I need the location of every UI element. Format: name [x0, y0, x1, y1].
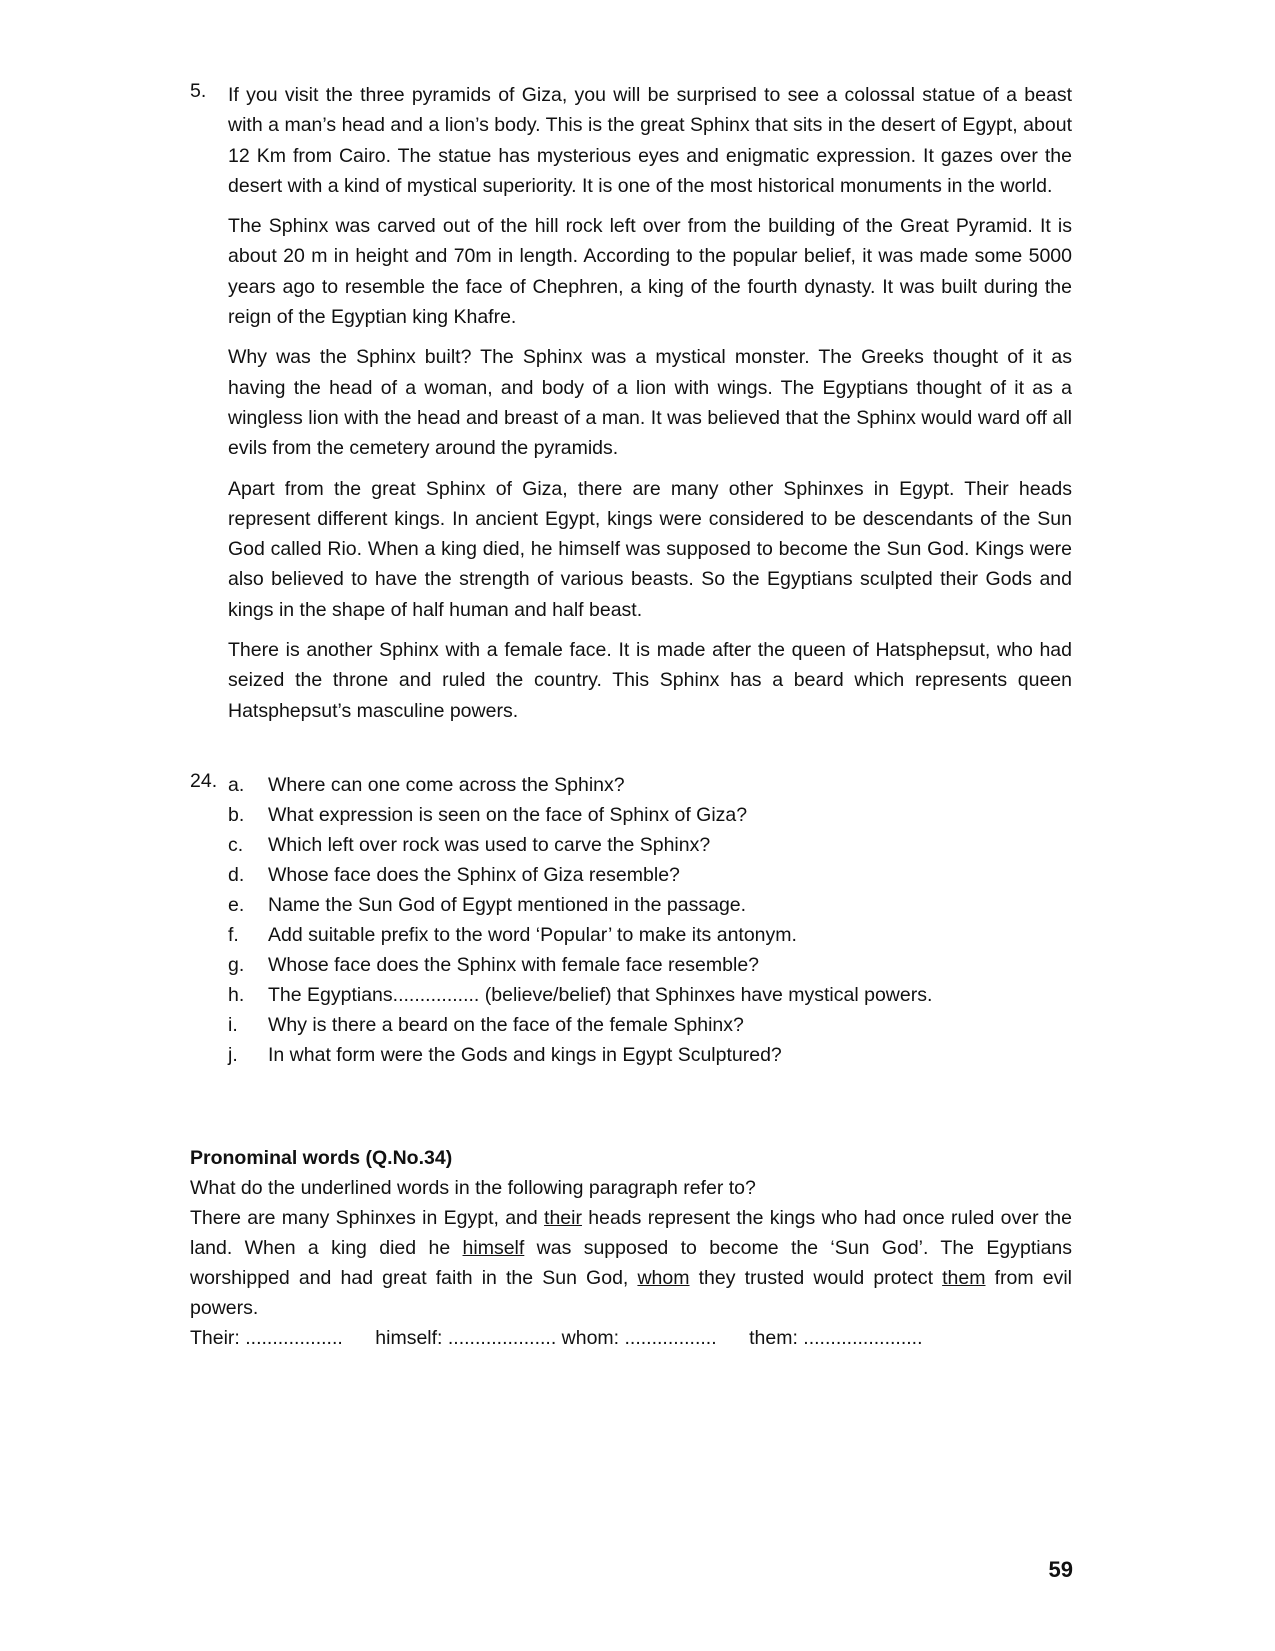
question-letter: d. — [228, 864, 245, 886]
question-item — [228, 1040, 1072, 1070]
question-letter: c. — [228, 834, 244, 856]
page-number: 59 — [1048, 1557, 1073, 1582]
question-item — [228, 980, 1072, 1010]
question-text: Name the Sun God of Egypt mentioned in the passage. — [268, 894, 747, 916]
question-item — [228, 890, 1072, 920]
question-letter: a. — [228, 774, 245, 796]
question-text: Which left over rock was used to carve the Sphinx? — [268, 834, 711, 856]
question-text: Add suitable prefix to the word ‘Popular’ to make its antonym. — [268, 924, 797, 946]
question-letter: b. — [228, 804, 245, 826]
passage-paragraph-3: Why was the Sphinx built? The Sphinx was a mystical monster. The Greeks thought of it as having the head of a woman, and body of a lion with wings. The Egyptians thought of it as a wingless lion with the head and breast of a man. It was believed that the Sphinx would ward off all evils from the cemetery around the pyramids. — [228, 346, 1072, 460]
question-text: What expression is seen on the face of Sphinx of Giza? — [268, 804, 748, 826]
passage-paragraph-2: The Sphinx was carved out of the hill rock left over from the building of the Great Pyramid. It is about 20 m in height and 70m in length. According to the popular belief, it was made some 5000 years ago to resemble the face of Chephren, a king of the fourth dynasty. It was built during the reign of the Egyptian king Khafre. — [228, 215, 1072, 329]
pronominal-section — [190, 1143, 1072, 1353]
passage-paragraph-1: If you visit the three pyramids of Giza, you will be surprised to see a colossal statue of a beast with a man’s head and a lion’s body. This is the great Sphinx that sits in the desert of Egypt, about 12 Km from Cairo. The statue has mysterious eyes and enigmatic expression. It gazes over the desert with a kind of mystical superiority. It is one of the most historical monuments in the world. — [228, 84, 1072, 197]
question-text: The Egyptians................ (believe/belief) that Sphinxes have mystical powers. — [268, 984, 933, 1006]
question-letter: i. — [228, 1014, 238, 1036]
paragraph-text: was supposed to become the ‘Sun God’. The Egyptians worshipped and had great faith in the Sun God, — [190, 1237, 1073, 1289]
underlined-word-them: them — [942, 1267, 986, 1289]
paragraph-text: they trusted would protect — [689, 1267, 943, 1289]
pronominal-paragraph — [190, 1203, 1072, 1323]
question-item — [228, 950, 1072, 980]
question-text: Whose face does the Sphinx of Giza resemble? — [268, 864, 680, 886]
question-letter: j. — [228, 1044, 238, 1066]
answer-blanks: Their: .................. himself: .................... whom: ................. them: ...................... — [190, 1327, 923, 1349]
passage-paragraph-4: Apart from the great Sphinx of Giza, there are many other Sphinxes in Egypt. Their heads represent different kings. In ancient Egypt, kings were considered to be descendants of the Sun God called Rio. When a king died, he himself was supposed to become the Sun God. Kings were also believed to have the strength of various beasts. So the Egyptians sculpted their Gods and kings in the shape of half human and half beast. — [228, 477, 1072, 621]
question-letter: e. — [228, 894, 245, 916]
paragraph-text: heads represent the kings who had once ruled over the land. When a king died he — [190, 1207, 1072, 1259]
question-text: Whose face does the Sphinx with female face resemble? — [268, 954, 760, 976]
question-item — [228, 1010, 1072, 1040]
section-instruction: What do the underlined words in the following paragraph refer to? — [190, 1177, 756, 1199]
question-text: In what form were the Gods and kings in Egypt Sculptured? — [268, 1044, 782, 1066]
question-item — [228, 770, 1072, 800]
underlined-word-whom: whom — [637, 1267, 690, 1289]
question-list — [190, 770, 1072, 1070]
paragraph-text: There are many Sphinxes in Egypt, and — [190, 1207, 545, 1229]
underlined-word-himself: himself — [462, 1237, 525, 1259]
passage-number: 5. — [190, 80, 207, 102]
question-text: Why is there a beard on the face of the female Sphinx? — [268, 1014, 744, 1036]
question-letter: g. — [228, 954, 245, 976]
question-text: Where can one come across the Sphinx? — [268, 774, 625, 796]
question-letter: h. — [228, 984, 245, 1006]
passage-paragraph-5: There is another Sphinx with a female face. It is made after the queen of Hatsphepsut, who had seized the throne and ruled the country. This Sphinx has a beard which represents queen Hatsphepsut’s masculine powers. — [228, 639, 1072, 722]
question-item — [228, 920, 1072, 950]
question-block — [190, 770, 1072, 1070]
question-item — [228, 830, 1072, 860]
question-number: 24. — [190, 770, 218, 792]
section-heading: Pronominal words (Q.No.34) — [190, 1147, 453, 1169]
question-letter: f. — [228, 924, 239, 946]
underlined-word-their: their — [544, 1207, 582, 1229]
question-item — [228, 800, 1072, 830]
reading-passage — [190, 80, 1072, 736]
question-item — [228, 860, 1072, 890]
paragraph-text: from evil powers. — [190, 1267, 1072, 1319]
